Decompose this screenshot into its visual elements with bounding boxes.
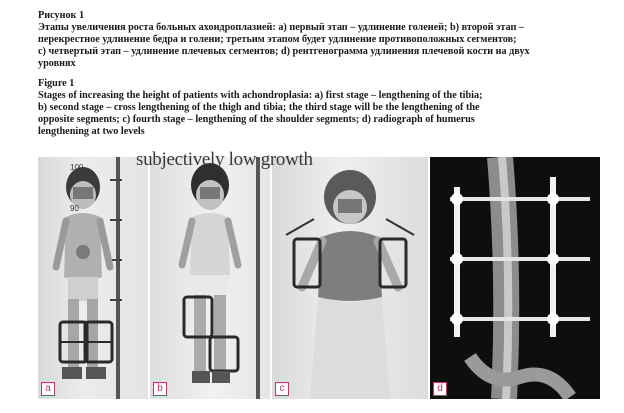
caption-ru-line: c) четвертый этап – удлинение плечевых сегментов; d) рентгенограмма удлинения плечевой кости на двух [38,46,530,58]
patient-photo-c [272,157,428,399]
photo-panel-b [150,157,270,399]
caption-ru-line: Этапы увеличения роста больных ахондроплазией: a) первый этап – удлинение голеней; b) второй этап – [38,22,524,34]
radiograph-image-d [430,157,600,399]
height-mark-90: 90 [70,204,79,213]
patient-photo-a [38,157,148,399]
caption-ru-line: перекрестное удлинение бедра и голени; третьим этапом будет удлинение противоположных сегментов; [38,34,517,46]
caption-en-line: lengthening at two levels [38,126,145,138]
radiograph-panel-d [430,157,600,399]
overlay-caption-text: subjectively low growth [136,149,313,170]
photo-panel-a [38,157,148,399]
caption-en-line: Stages of increasing the height of patients with achondroplasia: a) first stage – lengthening of the tibia; [38,90,483,102]
figure-label-ru: Рисунок 1 [38,10,85,21]
patient-photo-b [150,157,270,399]
caption-en-line: b) second stage – cross lengthening of the thigh and tibia; the third stage will be the lengthening of the [38,102,480,114]
caption-en-line: opposite segments; c) fourth stage – lengthening of the shoulder segments; d) radiograph of humerus [38,114,475,126]
panel-label-c: c [275,382,289,396]
height-mark-100: 100 [70,163,84,172]
caption-russian [38,10,598,70]
figure-photo-strip [38,149,600,399]
panel-label-d: d [433,382,447,396]
caption-english [38,78,598,138]
caption-ru-line: уровнях [38,58,76,70]
panel-label-a: a [41,382,55,396]
photo-panel-c [272,157,428,399]
panel-label-b: b [153,382,167,396]
figure-label-en: Figure 1 [38,78,75,89]
